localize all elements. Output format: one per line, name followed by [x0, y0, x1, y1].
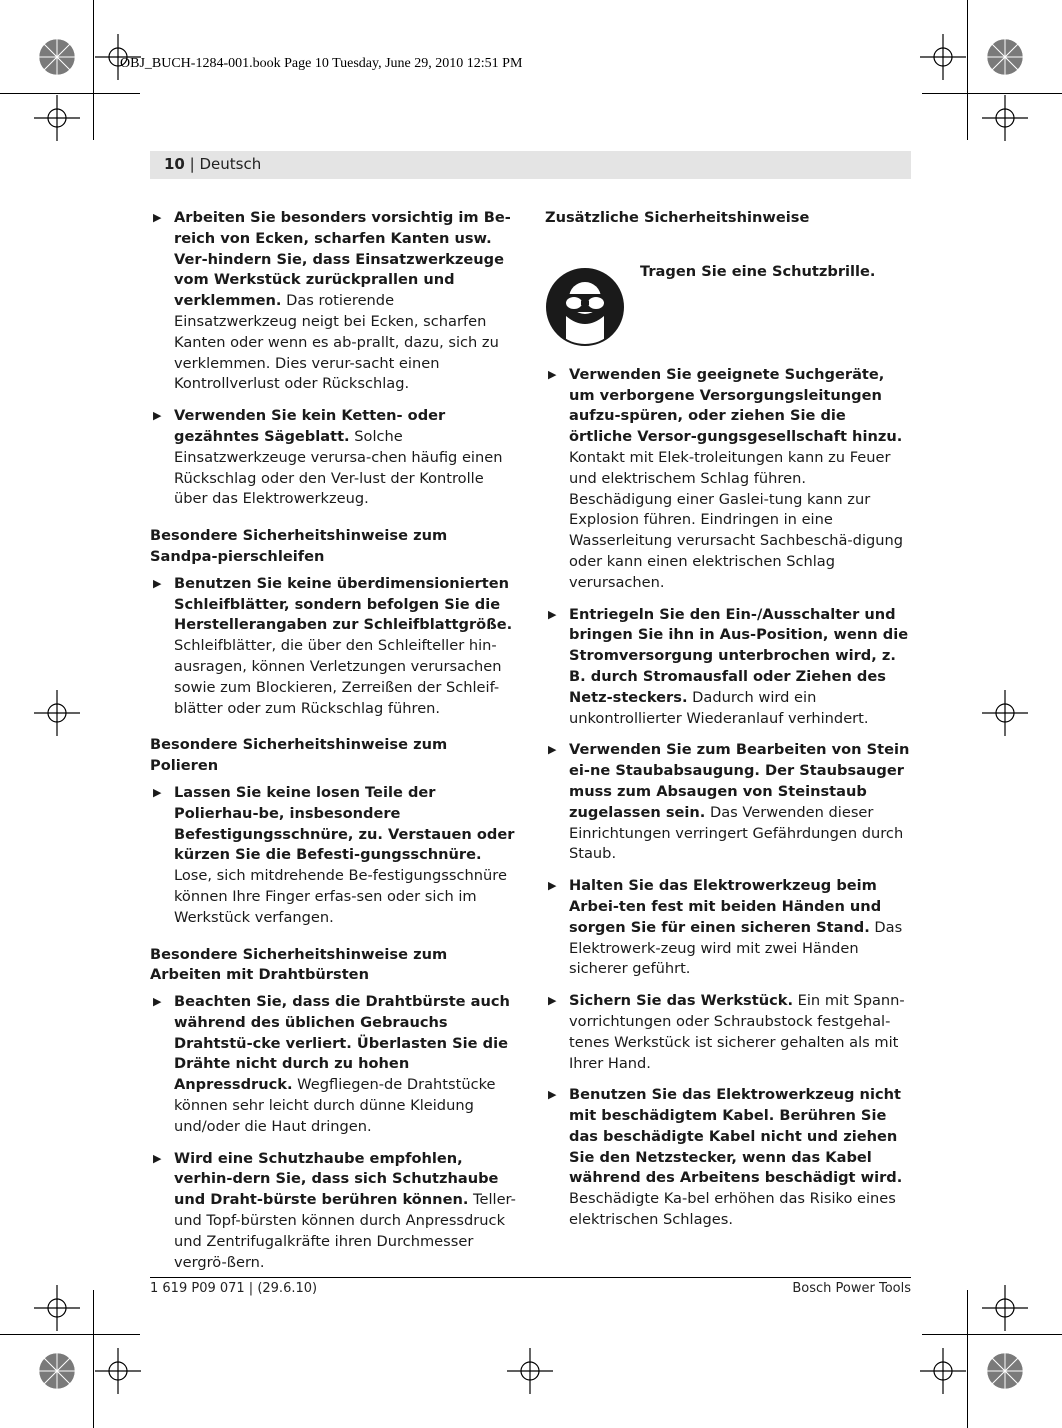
- bullet-arrow-icon: ▶: [548, 1088, 557, 1102]
- registration-target-icon: [982, 690, 1028, 736]
- right-column: [545, 208, 912, 1242]
- book-slug-line: OBJ_BUCH-1284-001.book Page 10 Tuesday, June 29, 2010 12:51 PM: [120, 56, 523, 71]
- registration-target-icon: [34, 690, 80, 736]
- list-item: ▶ Verwenden Sie zum Bearbeiten von Stein ei-ne Staubabsaugung. Der Staubsauger muss zum Absaugen von Steinstaub zugelassen sein. Das Verwenden dieser Einrichtungen verringert Gefährdungen durch Staub.: [548, 741, 910, 863]
- bullet-arrow-icon: ▶: [153, 1151, 162, 1165]
- page-header: [150, 151, 911, 179]
- registration-target-icon: [95, 1348, 141, 1394]
- bullet-arrow-icon: ▶: [153, 409, 162, 423]
- safety-goggles-icon: [546, 268, 624, 346]
- registration-target-icon: [982, 1285, 1028, 1331]
- goggles-notice: [545, 235, 912, 365]
- section-heading-wire-brush: Besondere Sicherheitshinweise zum Arbeiten mit Drahtbürsten: [150, 945, 448, 984]
- bullet-arrow-icon: ▶: [548, 743, 557, 757]
- registration-target-icon: [34, 1285, 80, 1331]
- header-language: Deutsch: [199, 155, 262, 173]
- header-separator: |: [184, 155, 200, 173]
- footer-brand: Bosch Power Tools: [792, 1281, 911, 1296]
- registration-target-icon: [507, 1348, 553, 1394]
- list-item: ▶ Benutzen Sie das Elektrowerkzeug nicht mit beschädigtem Kabel. Berühren Sie das beschädigte Kabel nicht und ziehen Sie den Netzstecker, wenn das Kabel während des Arbeitens beschädigt wird. Beschädigte Ka-bel erhöhen das Risiko eines elektrischen Schlages.: [548, 1086, 903, 1229]
- bullet-arrow-icon: ▶: [548, 994, 557, 1008]
- bullet-arrow-icon: ▶: [153, 211, 162, 224]
- bullet-arrow-icon: ▶: [153, 995, 162, 1009]
- bullet-arrow-icon: ▶: [153, 576, 162, 590]
- bullet-arrow-icon: ▶: [153, 785, 162, 799]
- list-item: ▶ Sichern Sie das Werkstück. Ein mit Spann-vorrichtungen oder Schraubstock festgehal-tenes Werkstück ist sicherer gehalten als mit Ihrer Hand.: [548, 992, 905, 1072]
- list-item: ▶ Verwenden Sie kein Ketten- oder gezähntes Sägeblatt. Solche Einsatzwerkzeuge verursa-chen häufig einen Rückschlag oder den Ver-lust der Kontrolle über das Elektrowerkzeug.: [153, 407, 503, 508]
- goggles-text: Tragen Sie eine Schutzbrille.: [640, 262, 876, 280]
- registration-target-icon: [982, 95, 1028, 141]
- header-text: [164, 155, 261, 173]
- section-heading-sanding: Besondere Sicherheitshinweise zum Sandpa-pierschleifen: [150, 527, 448, 565]
- list-item: ▶ Entriegeln Sie den Ein-/Ausschalter und bringen Sie ihn in Aus-Position, wenn die Stromversorgung unterbrochen wird, z. B. durch Stromausfall oder Ziehen des Netz-steckers. Dadurch wird ein unkontrollierter Wiederanlauf verhindert.: [548, 605, 909, 727]
- section-heading-polishing: Besondere Sicherheitshinweise zum Polieren: [150, 736, 448, 775]
- bullet-arrow-icon: ▶: [548, 607, 557, 621]
- bullet-arrow-icon: ▶: [548, 879, 557, 893]
- registration-target-icon: [920, 1348, 966, 1394]
- list-item: ▶ Arbeiten Sie besonders vorsichtig im Be-reich von Ecken, scharfen Kanten usw. Ver-hindern Sie, dass Einsatzwerkzeuge vom Werkstück zurückprallen und verklemmen. Das rotierende Einsatzwerkzeug neigt bei Ecken, scharfen Kanten oder wenn es ab-prallt, dazu, sich zu verklemmen. Dies verur-sacht einen Kontrollverlust oder Rückschlag.: [153, 209, 511, 393]
- page-number: 10: [164, 155, 185, 173]
- list-item: ▶ Lassen Sie keine losen Teile der Polierhau-be, insbesondere Befestigungsschnüre, zu. Verstauen oder kürzen Sie die Befesti-gungsschnüre. Lose, sich mitdrehende Be-festigungsschnüre können Ihre Finger erfas-sen oder sich im Werkstück verfangen.: [153, 783, 515, 926]
- footer-divider: [150, 1277, 911, 1278]
- list-item: ▶ Halten Sie das Elektrowerkzeug beim Arbei-ten fest mit beiden Händen und sorgen Sie für einen sicheren Stand. Das Elektrowerk-zeug wird mit zwei Händen sicherer geführt.: [548, 877, 903, 978]
- list-item: ▶ Benutzen Sie keine überdimensionierten Schleifblätter, sondern befolgen Sie die Herstellerangaben zur Schleifblattgröße. Schleifblätter, die über den Schleifteller hin-ausragen, können Verletzungen verursachen sowie zum Blockieren, Zerreißen der Schleif-blätter oder zum Rückschlag führen.: [153, 574, 513, 717]
- list-item: ▶ Beachten Sie, dass die Drahtbürste auch während des üblichen Gebrauchs Drahtstü-cke verliert. Überlasten Sie die Drähte nicht durch zu hohen Anpressdruck. Wegfliegen-de Drahtstücke können sehr leicht durch dünne Kleidung und/oder die Haut dringen.: [153, 993, 510, 1135]
- bullet-arrow-icon: ▶: [548, 367, 557, 381]
- list-item: ▶ Verwenden Sie geeignete Suchgeräte, um verborgene Versorgungsleitungen aufzu-spüren, oder ziehen Sie die örtliche Versor-gungsgesellschaft hinzu. Kontakt mit Elek-troleitungen kann zu Feuer und elektrischem Schlag führen. Beschädigung einer Gaslei-tung kann zur Explosion führen. Eindringen in eine Wasserleitung verursacht Sachbeschä-digung oder kann einen elektrischen Schlag verursachen.: [548, 365, 904, 591]
- footer-doc-number: 1 619 P09 071 | (29.6.10): [150, 1281, 318, 1296]
- left-column: [150, 208, 518, 1284]
- registration-target-icon: [920, 34, 966, 80]
- section-heading-additional: Zusätzliche Sicherheitshinweise: [545, 209, 810, 226]
- list-item: ▶ Wird eine Schutzhaube empfohlen, verhin-dern Sie, dass sich Schutzhaube und Draht-bürste berühren können. Teller- und Topf-bürsten können durch Anpressdruck und Zentrifugalkräfte ihren Durchmesser vergrö-ßern.: [153, 1149, 516, 1271]
- registration-target-icon: [34, 95, 80, 141]
